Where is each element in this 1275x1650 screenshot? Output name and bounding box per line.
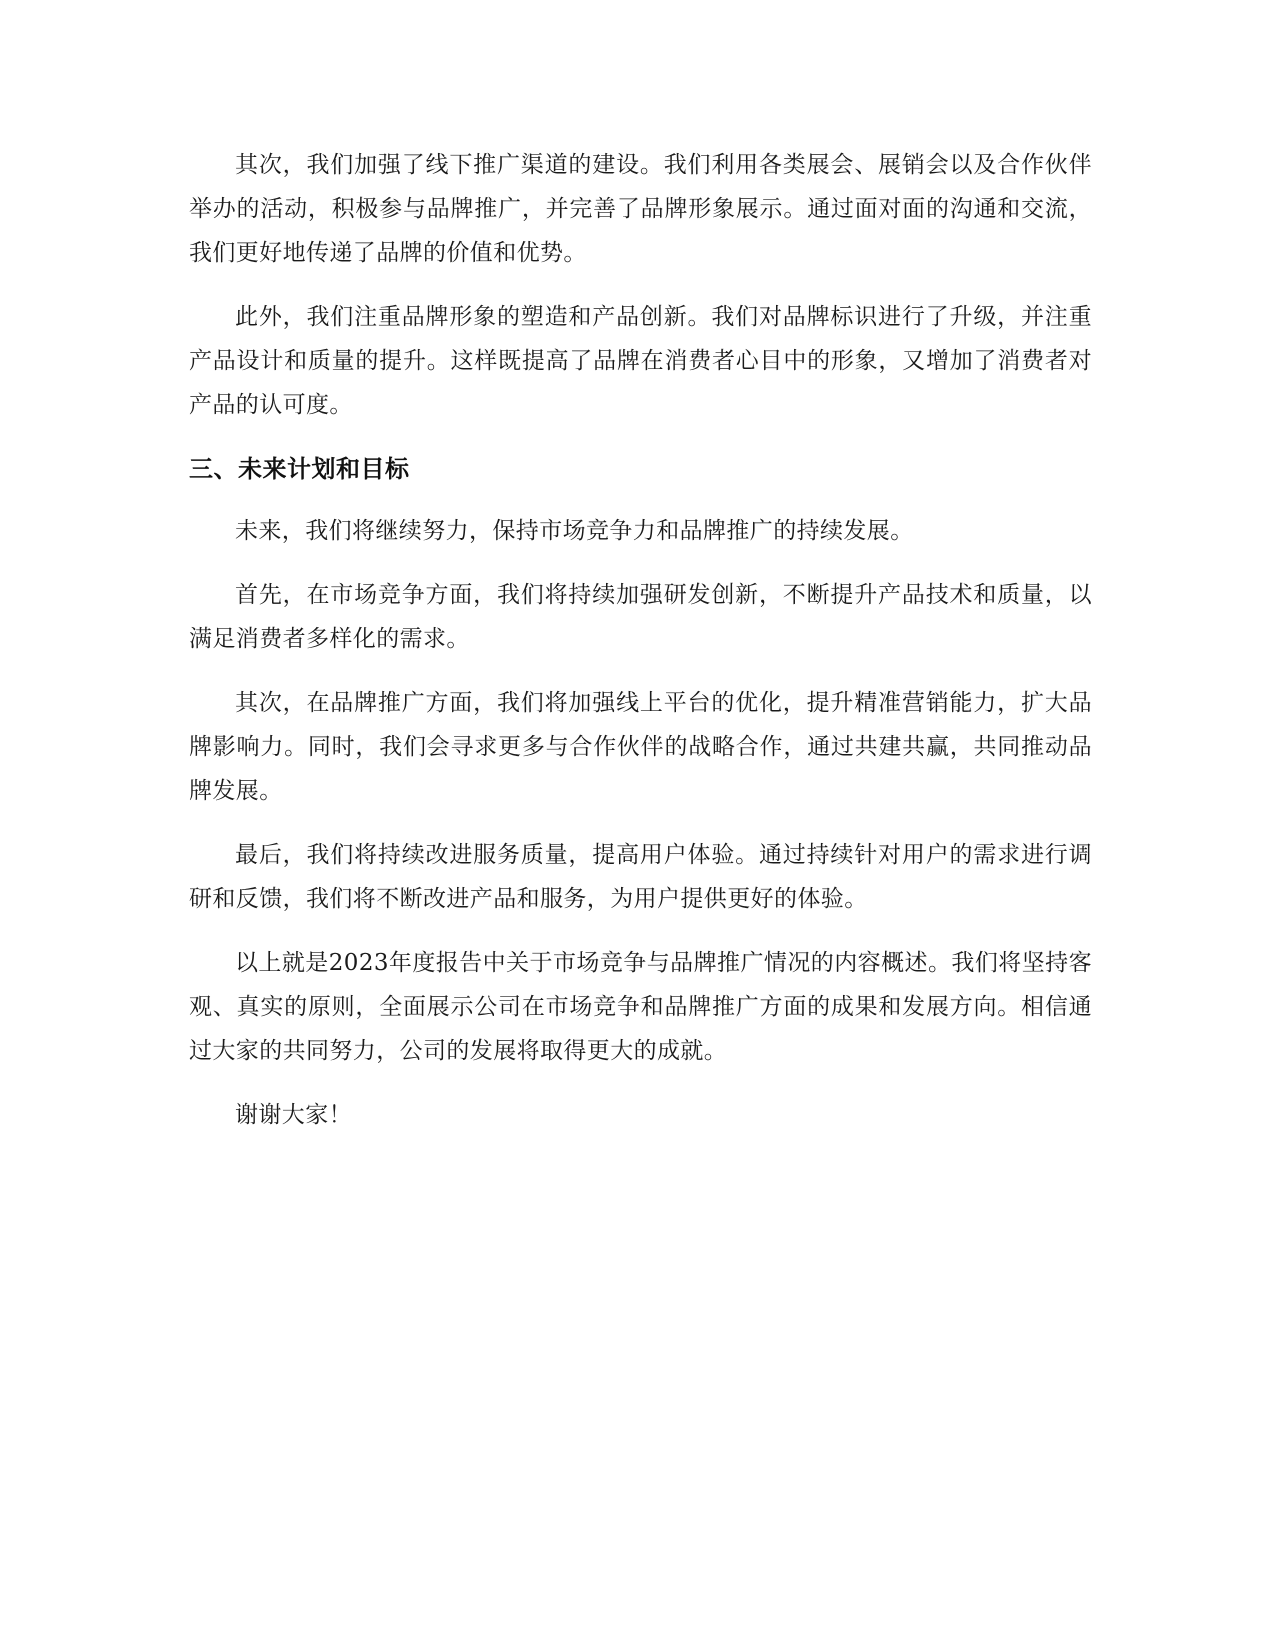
paragraph-future-intro: 未来，我们将继续努力，保持市场竞争力和品牌推广的持续发展。 [235, 518, 914, 544]
paragraph-offline-promotion: 其次，我们加强了线下推广渠道的建设。我们利用各类展会、展销会以及合作伙伴举办的活动，积极参与品牌推广，并完善了品牌形象展示。通过面对面的沟通和交流，我们更好地传递了品牌的价值和优势。 [189, 152, 1092, 266]
section-heading-future-plans: 三、未来计划和目标 [189, 455, 410, 483]
paragraph-brand-promotion: 其次，在品牌推广方面，我们将加强线上平台的优化，提升精准营销能力，扩大品牌影响力。同时，我们会寻求更多与合作伙伴的战略合作，通过共建共赢，共同推动品牌发展。 [189, 690, 1092, 804]
paragraph-market-competition: 首先，在市场竞争方面，我们将持续加强研发创新，不断提升产品技术和质量，以满足消费者多样化的需求。 [189, 582, 1092, 652]
paragraph-thanks: 谢谢大家！ [235, 1102, 352, 1128]
paragraph-brand-image: 此外，我们注重品牌形象的塑造和产品创新。我们对品牌标识进行了升级，并注重产品设计和质量的提升。这样既提高了品牌在消费者心目中的形象，又增加了消费者对产品的认可度。 [189, 304, 1092, 418]
paragraph-service-quality: 最后，我们将持续改进服务质量，提高用户体验。通过持续针对用户的需求进行调研和反馈，我们将不断改进产品和服务，为用户提供更好的体验。 [189, 842, 1092, 912]
document-body [189, 143, 1092, 1157]
paragraph-summary: 以上就是2023年度报告中关于市场竞争与品牌推广情况的内容概述。我们将坚持客观、真实的原则，全面展示公司在市场竞争和品牌推广方面的成果和发展方向。相信通过大家的共同努力，公司的发展将取得更大的成就。 [189, 950, 1092, 1064]
